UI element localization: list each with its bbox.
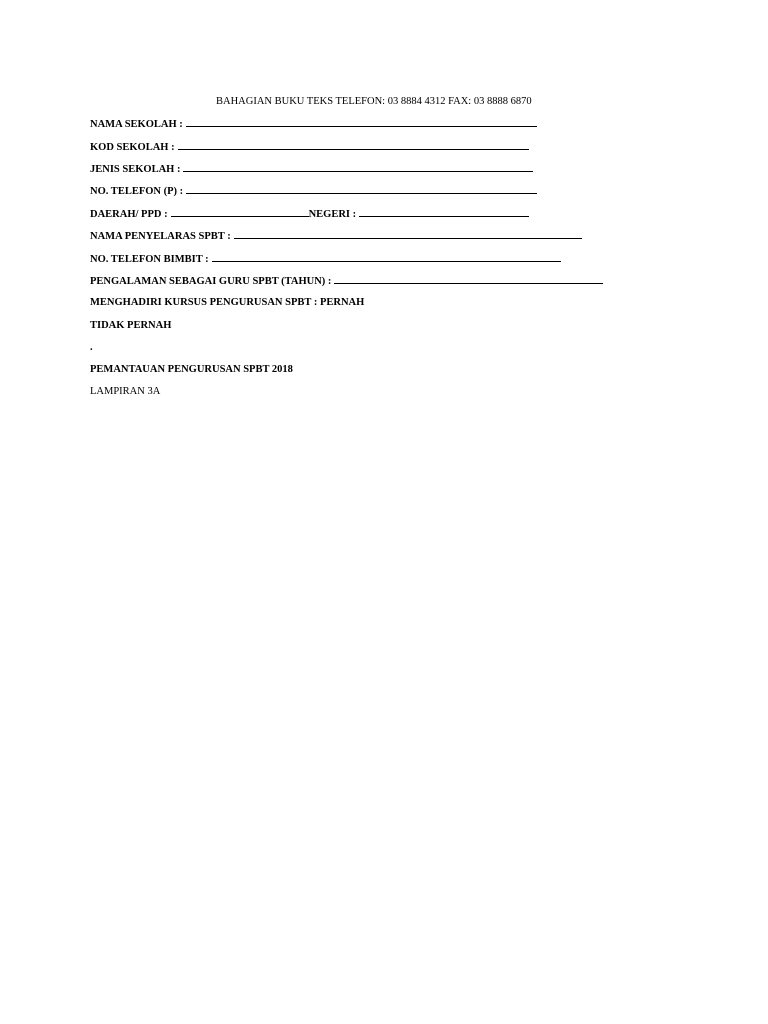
contact-header: BAHAGIAN BUKU TEKS TELEFON: 03 8884 4312 FAX: 03 8888 6870 — [216, 96, 532, 107]
nama-penyelaras-label: NAMA PENYELARAS SPBT : — [90, 231, 231, 242]
kod-sekolah-row — [90, 140, 529, 155]
jenis-sekolah-blank[interactable] — [183, 162, 533, 172]
pengalaman-label: PENGALAMAN SEBAGAI GURU SPBT (TAHUN) : — [90, 276, 332, 287]
no-telefon-bimbit-row — [90, 252, 561, 267]
no-telefon-bimbit-label: NO. TELEFON BIMBIT : — [90, 254, 209, 265]
jenis-sekolah-row — [90, 162, 533, 177]
nama-penyelaras-blank[interactable] — [234, 229, 582, 239]
lampiran-label: LAMPIRAN 3A — [90, 386, 161, 397]
dot-mark: . — [90, 342, 93, 353]
daerah-negeri-row — [90, 207, 529, 222]
pemantauan-title: PEMANTAUAN PENGURUSAN SPBT 2018 — [90, 364, 293, 375]
nama-sekolah-label: NAMA SEKOLAH : — [90, 119, 183, 130]
daerah-ppd-label: DAERAH/ PPD : — [90, 209, 168, 220]
pengalaman-row — [90, 274, 603, 289]
nama-sekolah-blank[interactable] — [186, 117, 537, 127]
nama-sekolah-row — [90, 117, 537, 132]
nama-penyelaras-row — [90, 229, 582, 244]
kod-sekolah-blank[interactable] — [178, 140, 529, 150]
no-telefon-bimbit-blank[interactable] — [212, 252, 561, 262]
negeri-label: NEGERI : — [308, 209, 357, 220]
no-telefon-p-row — [90, 184, 537, 199]
no-telefon-p-label: NO. TELEFON (P) : — [90, 186, 184, 197]
no-telefon-p-blank[interactable] — [186, 184, 537, 194]
menghadiri-row: MENGHADIRI KURSUS PENGURUSAN SPBT : PERNAH — [90, 297, 365, 308]
kod-sekolah-label: KOD SEKOLAH : — [90, 142, 175, 153]
negeri-blank[interactable] — [359, 207, 529, 217]
tidak-pernah-row: TIDAK PERNAH — [90, 320, 172, 331]
daerah-ppd-blank[interactable] — [171, 207, 309, 217]
pengalaman-blank[interactable] — [334, 274, 603, 284]
jenis-sekolah-label: JENIS SEKOLAH : — [90, 164, 181, 175]
